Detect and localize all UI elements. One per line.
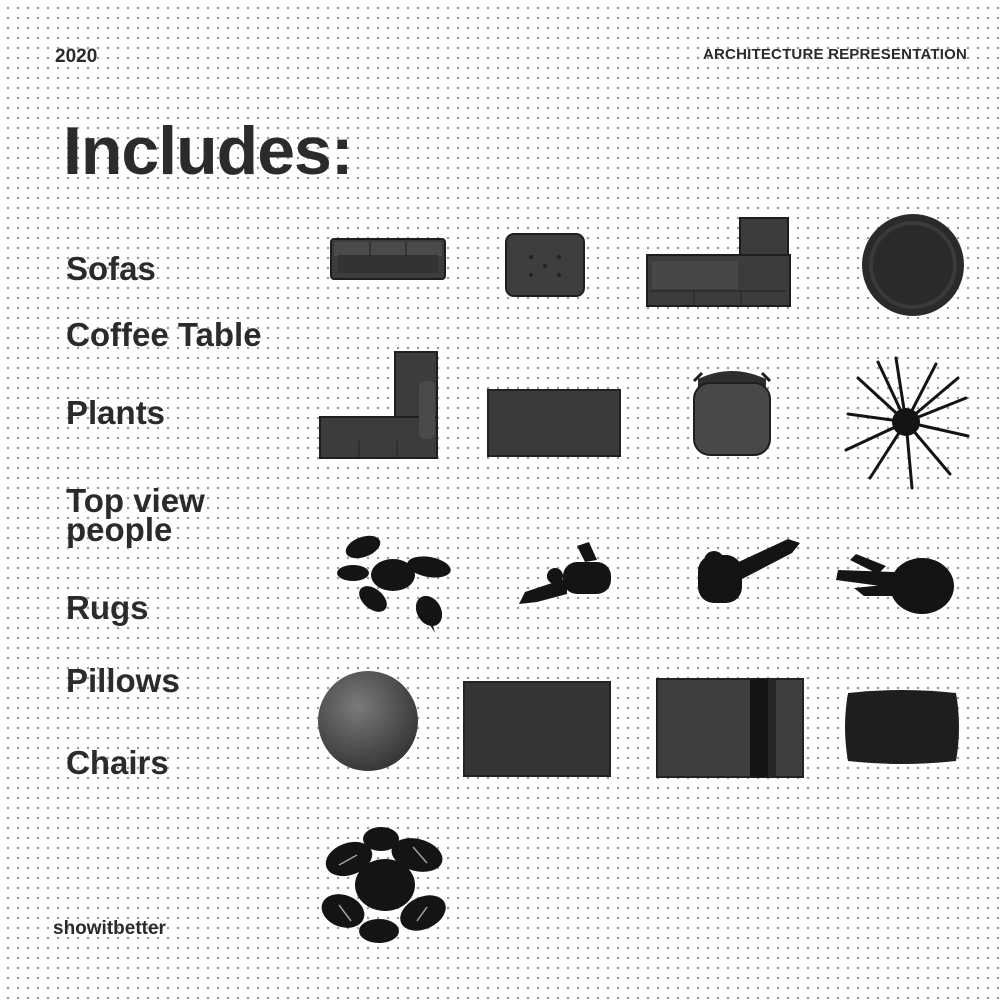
item-coffee-table: Coffee Table [66,316,262,353]
curled-person-icon [834,548,956,618]
year-label: 2020 [55,46,98,67]
round-coffee-table-icon [861,213,965,317]
ottoman-icon [505,233,585,297]
monstera-plant-icon [317,825,453,945]
lying-person-icon [692,533,804,609]
sofa-three-seat-icon [330,238,446,280]
item-sofas: Sofas [66,250,156,287]
round-rug-icon [317,670,419,772]
item-top-view-people: Top view people [66,482,205,548]
item-plants: Plants [66,394,166,431]
pillow-icon [842,687,962,767]
brand-label: showitbetter [53,918,166,939]
item-pillows: Pillows [66,662,180,699]
striped-rug-icon [656,678,804,778]
armchair-icon [692,365,772,457]
item-rugs: Rugs [66,589,149,626]
rectangular-rug-icon [463,681,611,777]
leafy-plant-icon [333,527,459,635]
item-chairs: Chairs [66,744,169,781]
sectional-sofa-icon [646,217,790,307]
palm-plant-icon [842,352,970,490]
header-title: ARCHITECTURE REPRESENTATION [702,46,967,63]
reclining-person-icon [515,540,615,614]
l-sofa-icon [319,351,439,459]
rectangular-coffee-table-icon [487,389,621,457]
page-heading: Includes: [63,113,353,189]
